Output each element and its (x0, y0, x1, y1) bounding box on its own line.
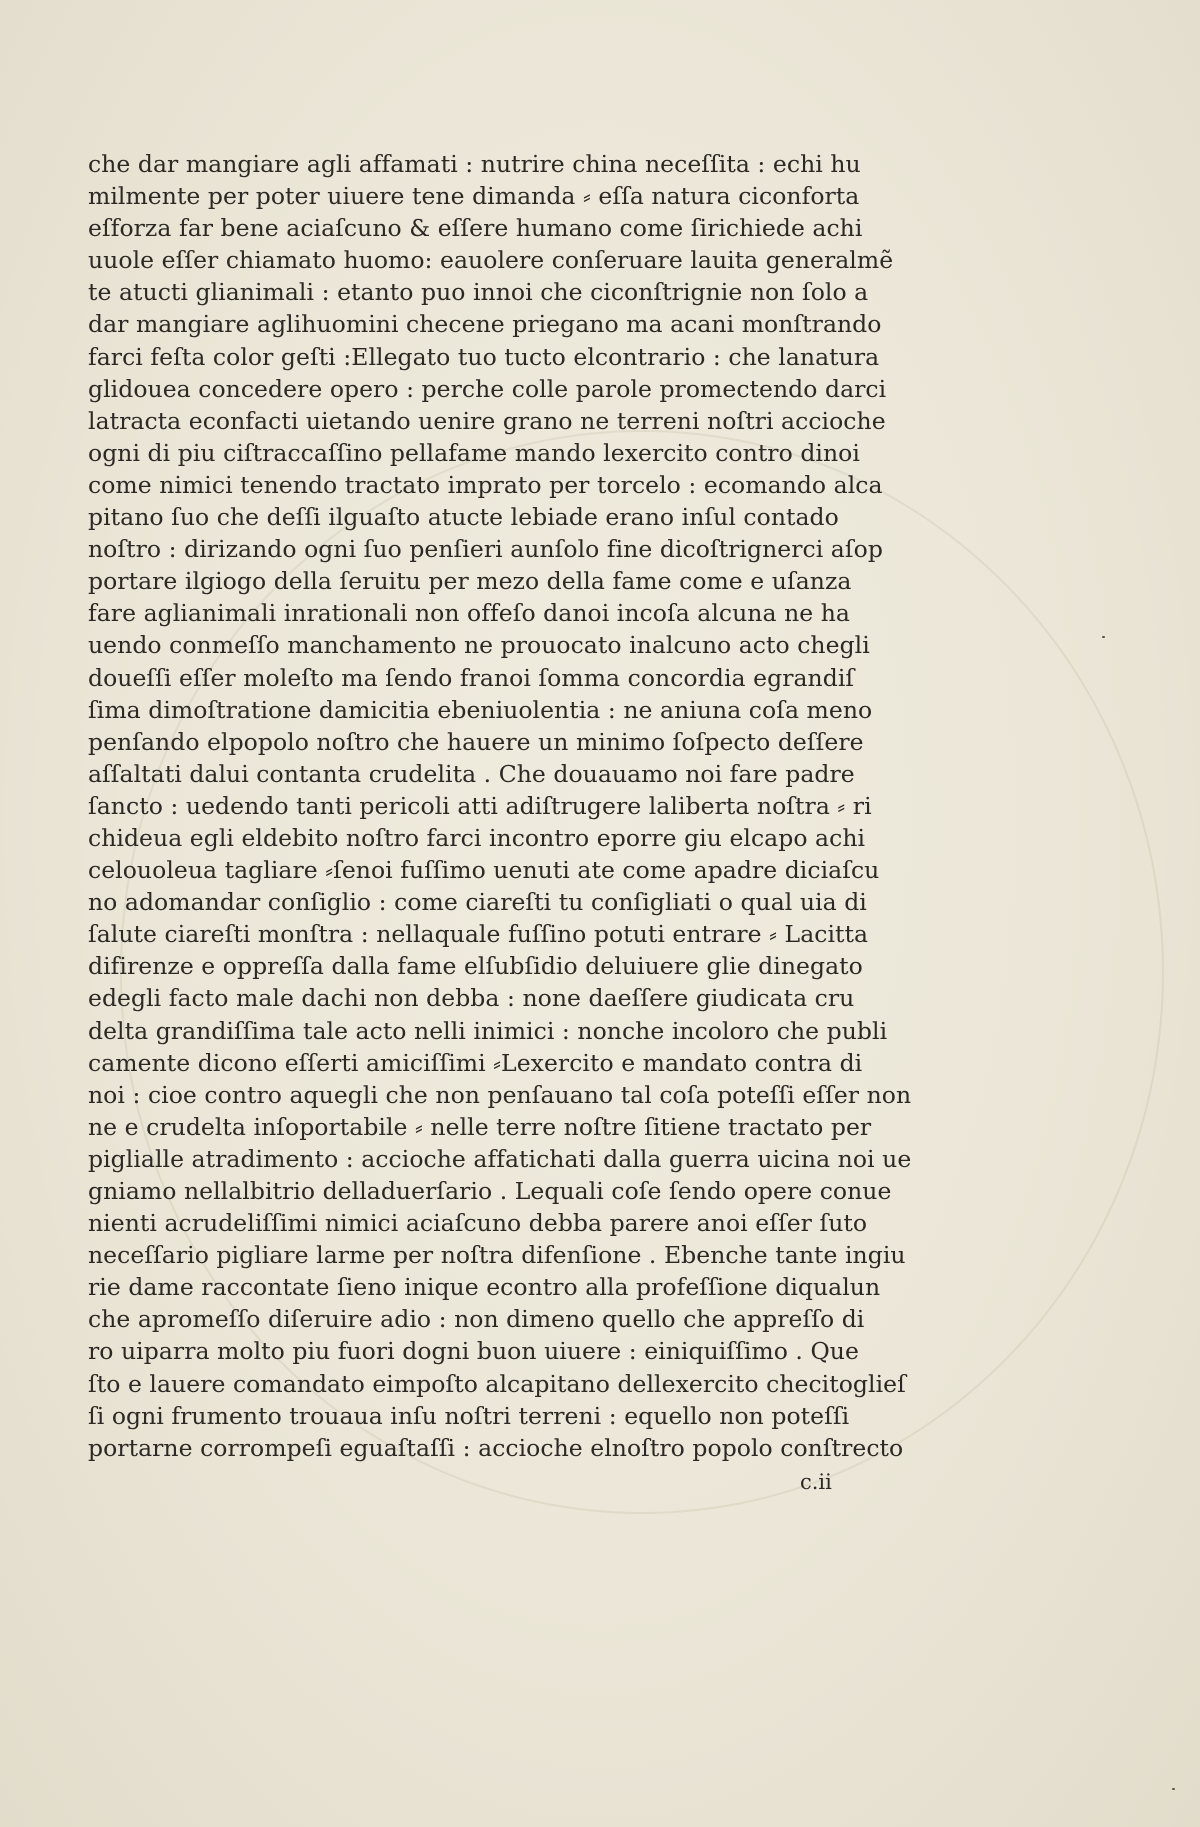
text-line: rie dame raccontate ſieno inique econtro alla profeſſione diqualun (88, 1273, 881, 1302)
text-line: delta grandiſſima tale acto nelli inimici : nonche incoloro che publi (88, 1016, 888, 1045)
text-line: doueſſi eſſer moleſto ma ſendo franoi ſomma concordia egrandiſ (88, 663, 855, 692)
text-line: che dar mangiare agli affamati : nutrire china neceſſita : echi hu (88, 150, 861, 178)
page-speck (1102, 636, 1105, 638)
text-line: te atucti glianimali : etanto puo innoi che ciconſtrignie non ſolo a (88, 278, 869, 307)
text-line: no adomandar conſiglio : come ciareſti tu conſigliati o qual uia di (88, 888, 867, 917)
text-line: ſalute ciareſti monſtra : nellaquale fuſſino potuti entrare ⸗ Lacitta (88, 920, 869, 949)
text-line: milmente per poter uiuere tene dimanda ⸗ eſſa natura ciconforta (88, 182, 860, 211)
text-line: pitano ſuo che deſſi ilguaſto atucte lebiade erano inſul contado (88, 503, 839, 532)
text-line: ſima dimoſtratione damicitia ebeniuolentia : ne aniuna coſa meno (88, 695, 873, 724)
text-line: nienti acrudeliſſimi nimici aciaſcuno debba parere anoi eſſer ſuto (88, 1209, 868, 1238)
text-line: chideua egli eldebito noſtro farci incontro eporre giu elcapo achi (88, 823, 866, 852)
signature-mark: c.ii (800, 1470, 832, 1494)
text-line: edegli facto male dachi non debba : none daeſſere giudicata cru (88, 984, 855, 1013)
text-line: noſtro : dirizando ogni ſuo penſieri aunſolo fine dicoſtrignerci aſop (88, 535, 883, 564)
text-line: portare ilgiogo della ſeruitu per mezo della fame come e uſanza (88, 567, 852, 596)
body-text (88, 148, 912, 1464)
text-line: penſando elpopolo noſtro che hauere un minimo ſoſpecto deſſere (88, 727, 864, 756)
text-line: come nimici tenendo tractato imprato per torcelo : ecomando alca (88, 470, 883, 499)
text-line: gniamo nellalbitrio delladuerſario . Lequali coſe ſendo opere conue (88, 1177, 892, 1205)
text-line: uendo conmeſſo manchamento ne prouocato inalcuno acto chegli (88, 631, 870, 660)
text-line: fare aglianimali inrationali non offeſo danoi incoſa alcuna ne ha (88, 599, 850, 628)
text-line: ro uiparra molto piu fuori dogni buon uiuere : einiquiſſimo . Que (88, 1337, 859, 1366)
text-line: ſto e lauere comandato eimpoſto alcapitano dellexercito checitoglieſ (88, 1369, 906, 1398)
text-line: neceſſario pigliare larme per noſtra difenſione . Ebenche tante ingiu (88, 1241, 906, 1270)
text-line: aſſaltati dalui contanta crudelita . Che douauamo noi fare padre (88, 759, 855, 788)
text-line: difirenze e oppreſſa dalla fame elſubſidio deluiuere glie dinegato (88, 952, 863, 981)
text-line: camente dicono eſſerti amiciſſimi ⸗Lexercito e mandato contra di (88, 1048, 863, 1077)
text-line: portarne corrompeſi eguaſtaſſi : accioche elnoſtro popolo conſtrecto (88, 1433, 904, 1462)
text-line: glidouea concedere opero : perche colle parole promectendo darci (88, 374, 887, 403)
page-speck (1172, 1788, 1175, 1790)
text-line: piglialle atradimento : accioche affatichati dalla guerra uicina noi ue (88, 1144, 912, 1173)
text-line: dar mangiare aglihuomini checene priegano ma acani monſtrando (88, 310, 882, 339)
text-line: celouoleua tagliare ⸗ſenoi fuſſimo uenuti ate come apadre diciaſcu (88, 856, 880, 885)
text-line: latracta econfacti uietando uenire grano ne terreni noſtri accioche (88, 406, 886, 435)
text-line: farci feſta color geſti :Ellegato tuo tucto elcontrario : che lanatura (88, 342, 880, 371)
text-line: ne e crudelta inſoportabile ⸗ nelle terre noſtre ſitiene tractato per (88, 1112, 872, 1141)
text-line: che apromeſſo diſeruire adio : non dimeno quello che appreſſo di (88, 1305, 865, 1334)
text-line: ſancto : uedendo tanti pericoli atti adiſtrugere laliberta noſtra ⸗ ri (88, 791, 872, 820)
text-line: uuole eſſer chiamato huomo: eauolere conſeruare lauita generalmẽ (88, 246, 894, 275)
text-line: ogni di piu ciſtraccaſſino pellafame mando lexercito contro dinoi (88, 438, 860, 467)
text-line: ſi ogni frumento trouaua inſu noſtri terreni : equello non poteſſi (88, 1401, 850, 1430)
text-line: eſforza far bene aciaſcuno & eſſere humano come ſirichiede achi (88, 214, 863, 243)
text-line: noi : cioe contro aquegli che non penſauano tal coſa poteſſi eſſer non (88, 1080, 912, 1109)
